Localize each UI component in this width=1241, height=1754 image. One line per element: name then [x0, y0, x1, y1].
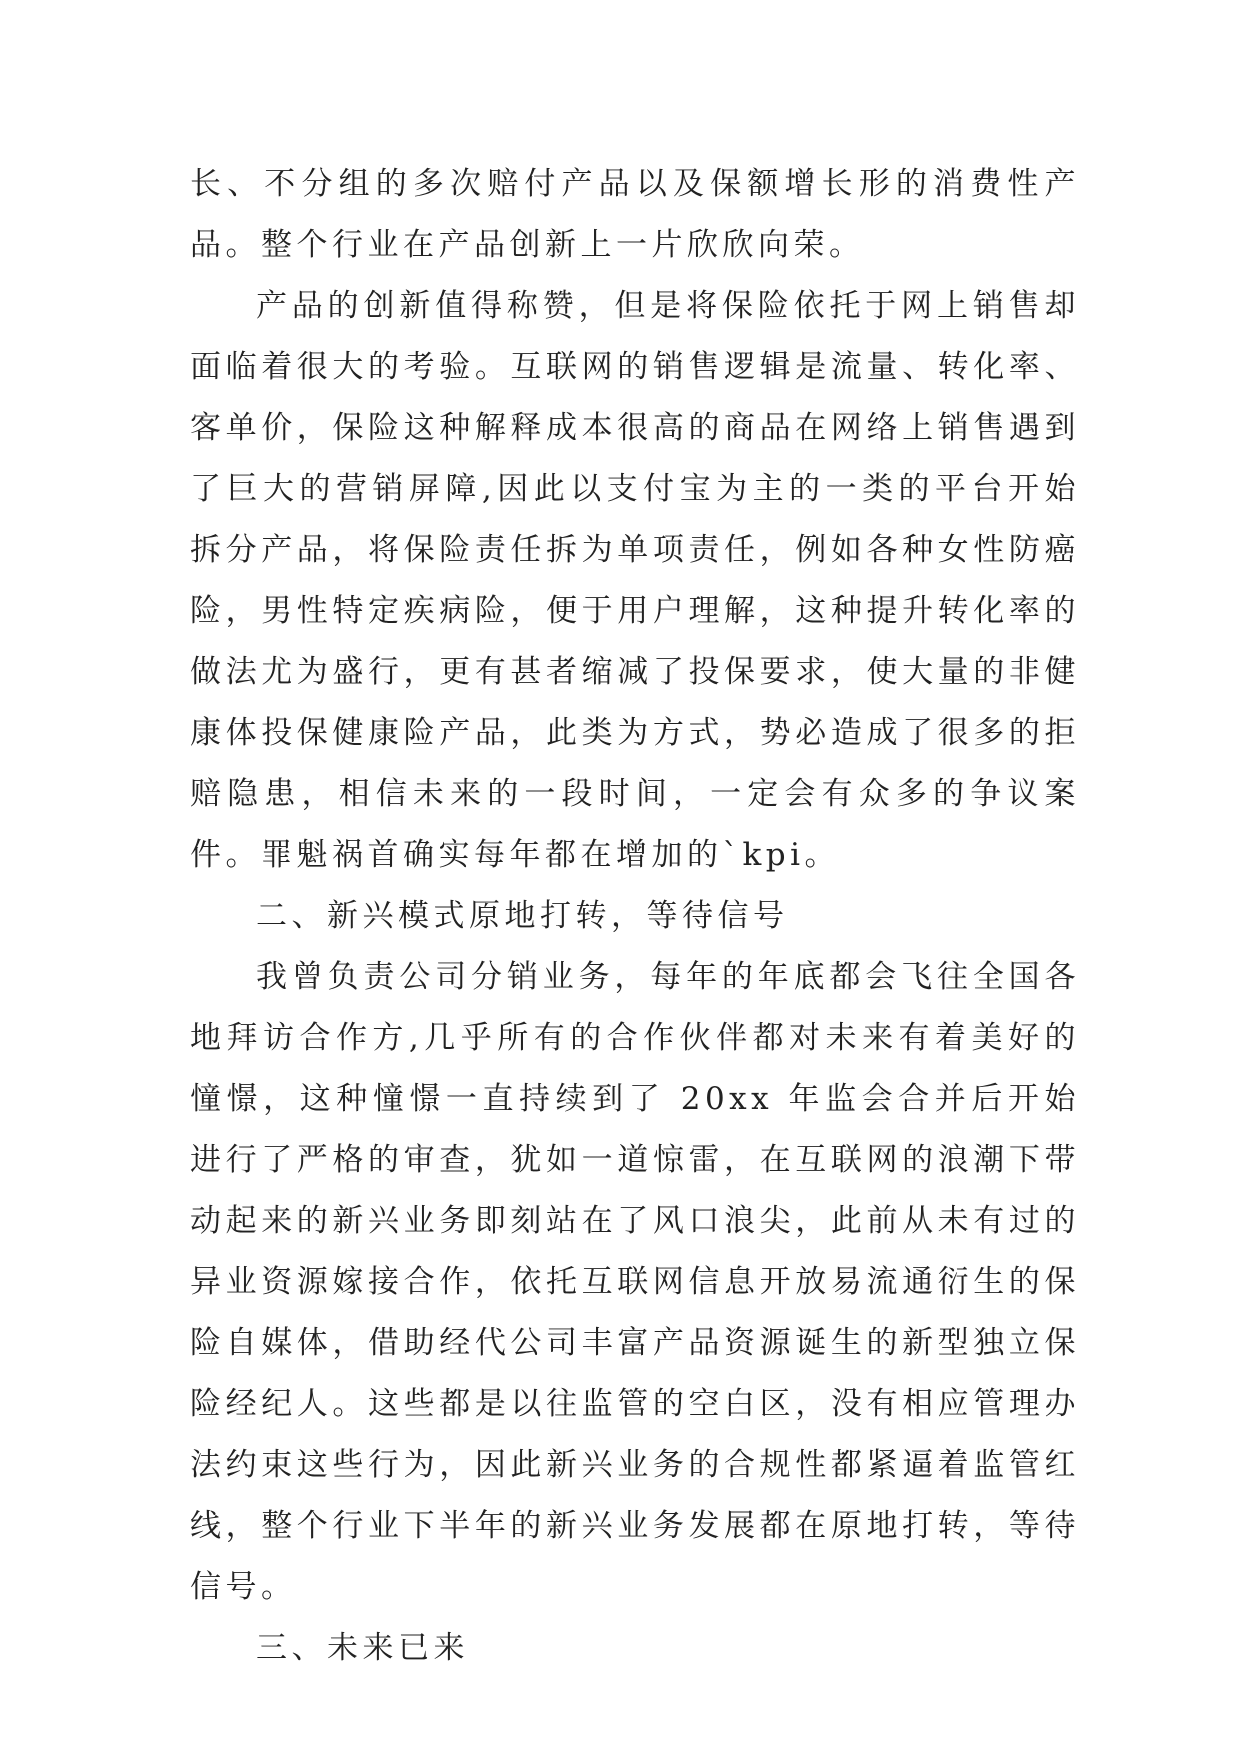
section-heading-3: 三、未来已来 [256, 1630, 469, 1666]
paragraph-product-innovation: 产品的创新值得称赞，但是将保险依托于网上销售却面临着很大的考验。互联网的销售逻辑是流量、转化率、客单价，保险这种解释成本很高的商品在网络上销售遇到了巨大的营销屏障,因此以支付宝为主的一类的平台开始拆分产品，将保险责任拆为单项责任，例如各种女性防癌险，男性特定疾病险，便于用户理解，这种提升转化率的做法尤为盛行，更有甚者缩减了投保要求，使大量的非健康体投保健康险产品，此类为方式，势必造成了很多的拒赔隐患，相信未来的一段时间，一定会有众多的争议案件。罪魁祸首确实每年都在增加的`kpi。 [190, 288, 1080, 873]
section-heading-2: 二、新兴模式原地打转，等待信号 [256, 898, 789, 934]
paragraph-continuation: 长、不分组的多次赔付产品以及保额增长形的消费性产品。整个行业在产品创新上一片欣欣向荣。 [190, 166, 1080, 263]
paragraph-distribution-business: 我曾负责公司分销业务，每年的年底都会飞往全国各地拜访合作方,几乎所有的合作伙伴都对未来有着美好的憧憬，这种憧憬一直持续到了 20xx 年监会合并后开始进行了严格的审查，犹如一道惊雷，在互联网的浪潮下带动起来的新兴业务即刻站在了风口浪尖，此前从未有过的异业资源嫁接合作，依托互联网信息开放易流通衍生的保险自媒体，借助经代公司丰富产品资源诞生的新型独立保险经纪人。这些都是以往监管的空白区，没有相应管理办法约束这些行为，因此新兴业务的合规性都紧逼着监管红线，整个行业下半年的新兴业务发展都在原地打转，等待信号。 [190, 959, 1080, 1605]
body-text [190, 154, 1080, 1679]
